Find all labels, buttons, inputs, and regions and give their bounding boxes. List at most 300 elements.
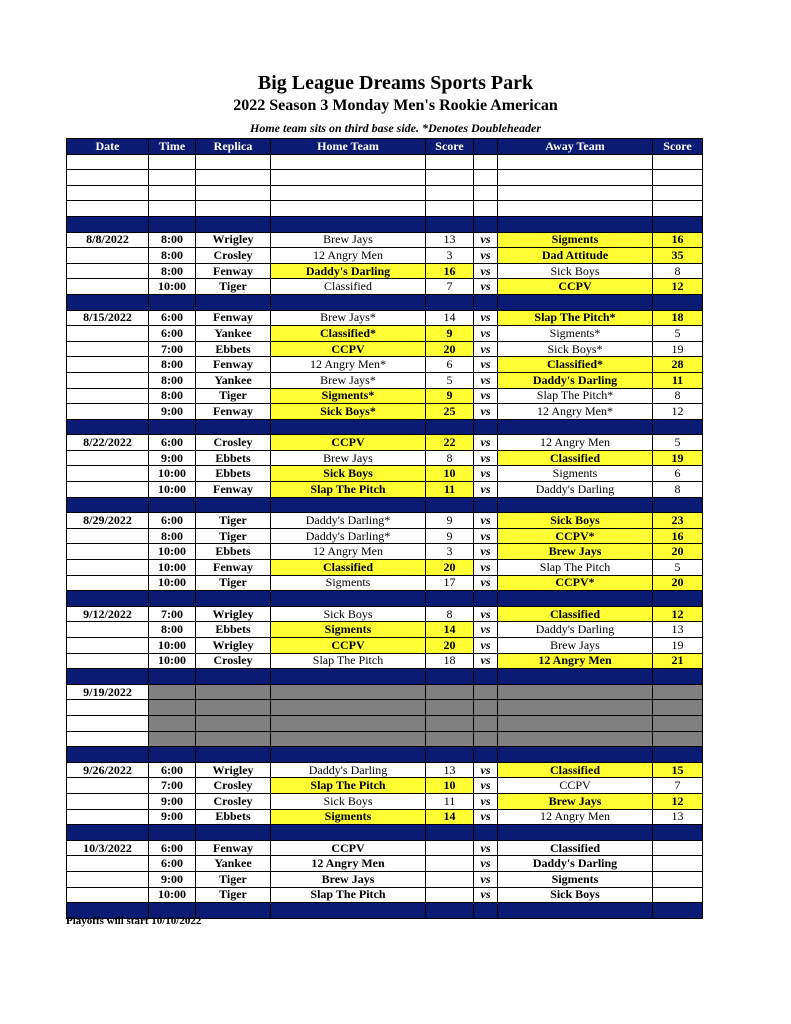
- empty-cell: [67, 294, 149, 310]
- closed-cell: [426, 700, 474, 716]
- closed-cell: [498, 684, 653, 700]
- game-time: 9:00: [149, 871, 196, 887]
- away-team: Sigments: [498, 466, 653, 482]
- away-score: 12: [653, 404, 703, 420]
- game-replica: Tiger: [196, 528, 271, 544]
- game-replica: Fenway: [196, 310, 271, 326]
- empty-cell: [498, 669, 653, 685]
- closed-cell: [474, 731, 498, 747]
- game-time: 10:00: [149, 560, 196, 576]
- away-score: 12: [653, 279, 703, 295]
- vs-label: vs: [474, 778, 498, 794]
- home-team: Sigments: [271, 622, 426, 638]
- empty-cell: [271, 201, 426, 217]
- empty-cell: [67, 341, 149, 357]
- home-team: Sigments: [271, 575, 426, 591]
- home-score: 9: [426, 388, 474, 404]
- game-row: [67, 482, 703, 498]
- game-replica: Tiger: [196, 279, 271, 295]
- home-score: 18: [426, 653, 474, 669]
- empty-cell: [474, 747, 498, 763]
- empty-cell: [426, 669, 474, 685]
- away-score: 20: [653, 544, 703, 560]
- home-team: Sick Boys: [271, 793, 426, 809]
- empty-cell: [67, 279, 149, 295]
- game-row: [67, 778, 703, 794]
- home-score: 9: [426, 528, 474, 544]
- home-score: 20: [426, 560, 474, 576]
- empty-cell: [67, 357, 149, 373]
- col-home-team: Home Team: [271, 139, 426, 155]
- empty-cell: [196, 903, 271, 919]
- home-team: Brew Jays*: [271, 310, 426, 326]
- empty-cell: [196, 185, 271, 201]
- blank-row: [67, 185, 703, 201]
- game-replica: Yankee: [196, 372, 271, 388]
- empty-cell: [653, 497, 703, 513]
- header-row: [67, 139, 703, 155]
- away-score: 19: [653, 638, 703, 654]
- empty-cell: [67, 575, 149, 591]
- vs-label: vs: [474, 622, 498, 638]
- blank-row: [67, 201, 703, 217]
- empty-cell: [653, 185, 703, 201]
- vs-label: vs: [474, 638, 498, 654]
- vs-label: vs: [474, 887, 498, 903]
- away-team: Brew Jays: [498, 544, 653, 560]
- empty-cell: [67, 216, 149, 232]
- empty-cell: [196, 170, 271, 186]
- empty-cell: [498, 903, 653, 919]
- away-score: [653, 871, 703, 887]
- home-score: 22: [426, 435, 474, 451]
- schedule-body: [67, 154, 703, 918]
- game-row: [67, 793, 703, 809]
- empty-cell: [67, 747, 149, 763]
- home-score: 8: [426, 606, 474, 622]
- home-team: 12 Angry Men: [271, 856, 426, 872]
- vs-label: vs: [474, 575, 498, 591]
- empty-cell: [426, 216, 474, 232]
- game-replica: Ebbets: [196, 341, 271, 357]
- empty-cell: [474, 497, 498, 513]
- game-row: [67, 544, 703, 560]
- home-score: 14: [426, 622, 474, 638]
- game-time: 9:00: [149, 450, 196, 466]
- empty-cell: [653, 591, 703, 607]
- away-team: 12 Angry Men: [498, 435, 653, 451]
- home-score: 9: [426, 513, 474, 529]
- empty-cell: [426, 591, 474, 607]
- empty-cell: [474, 201, 498, 217]
- closed-cell: [149, 684, 196, 700]
- closed-cell: [474, 684, 498, 700]
- game-row: [67, 466, 703, 482]
- game-replica: Fenway: [196, 482, 271, 498]
- vs-label: vs: [474, 653, 498, 669]
- game-time: 10:00: [149, 279, 196, 295]
- empty-cell: [271, 747, 426, 763]
- week-date: 8/8/2022: [67, 232, 149, 248]
- empty-cell: [474, 154, 498, 170]
- away-score: 5: [653, 435, 703, 451]
- home-team: Slap The Pitch: [271, 482, 426, 498]
- home-team: Classified*: [271, 326, 426, 342]
- week-separator: [67, 669, 703, 685]
- away-score: 21: [653, 653, 703, 669]
- empty-cell: [67, 544, 149, 560]
- empty-cell: [67, 404, 149, 420]
- empty-cell: [196, 825, 271, 841]
- empty-cell: [67, 715, 149, 731]
- closed-cell: [196, 715, 271, 731]
- empty-cell: [653, 903, 703, 919]
- game-replica: Wrigley: [196, 232, 271, 248]
- empty-cell: [474, 669, 498, 685]
- home-team: CCPV: [271, 638, 426, 654]
- game-replica: Fenway: [196, 840, 271, 856]
- game-row: [67, 435, 703, 451]
- game-replica: Ebbets: [196, 809, 271, 825]
- empty-cell: [67, 731, 149, 747]
- home-team: Brew Jays: [271, 871, 426, 887]
- empty-cell: [67, 419, 149, 435]
- empty-cell: [474, 170, 498, 186]
- away-score: 12: [653, 793, 703, 809]
- home-team: 12 Angry Men: [271, 248, 426, 264]
- away-score: 13: [653, 622, 703, 638]
- game-row: [67, 528, 703, 544]
- game-time: 10:00: [149, 887, 196, 903]
- game-row: [67, 575, 703, 591]
- closed-cell: [271, 715, 426, 731]
- game-replica: Yankee: [196, 326, 271, 342]
- empty-cell: [149, 747, 196, 763]
- vs-label: vs: [474, 528, 498, 544]
- game-replica: Fenway: [196, 263, 271, 279]
- col-away-score: Score: [653, 139, 703, 155]
- away-team: Dad Attitude: [498, 248, 653, 264]
- game-replica: Tiger: [196, 871, 271, 887]
- away-score: [653, 840, 703, 856]
- game-time: 8:00: [149, 248, 196, 264]
- game-time: 6:00: [149, 840, 196, 856]
- empty-cell: [67, 263, 149, 279]
- away-score: 5: [653, 326, 703, 342]
- week-separator: [67, 216, 703, 232]
- col-replica: Replica: [196, 139, 271, 155]
- game-row: [67, 622, 703, 638]
- empty-cell: [67, 170, 149, 186]
- home-score: 14: [426, 310, 474, 326]
- empty-cell: [149, 216, 196, 232]
- empty-cell: [653, 216, 703, 232]
- empty-cell: [149, 669, 196, 685]
- vs-label: vs: [474, 513, 498, 529]
- home-score: 3: [426, 544, 474, 560]
- home-team: Brew Jays*: [271, 372, 426, 388]
- game-row: [67, 513, 703, 529]
- game-time: 8:00: [149, 232, 196, 248]
- col-vs: [474, 139, 498, 155]
- home-score: [426, 871, 474, 887]
- empty-cell: [653, 669, 703, 685]
- closed-cell: [426, 731, 474, 747]
- home-team: 12 Angry Men: [271, 544, 426, 560]
- empty-cell: [149, 825, 196, 841]
- empty-cell: [149, 170, 196, 186]
- game-time: 7:00: [149, 778, 196, 794]
- closed-row: [67, 731, 703, 747]
- empty-cell: [196, 154, 271, 170]
- closed-cell: [498, 700, 653, 716]
- vs-label: vs: [474, 450, 498, 466]
- empty-cell: [67, 528, 149, 544]
- week-date: 9/12/2022: [67, 606, 149, 622]
- game-time: 7:00: [149, 606, 196, 622]
- playoffs-note: Playoffs will start 10/10/2022: [66, 915, 202, 927]
- away-team: 12 Angry Men: [498, 653, 653, 669]
- game-replica: Crosley: [196, 435, 271, 451]
- game-replica: Fenway: [196, 357, 271, 373]
- empty-cell: [474, 419, 498, 435]
- game-time: 8:00: [149, 372, 196, 388]
- game-time: 8:00: [149, 388, 196, 404]
- game-row: [67, 653, 703, 669]
- game-row: [67, 372, 703, 388]
- away-team: CCPV*: [498, 528, 653, 544]
- away-team: Brew Jays: [498, 638, 653, 654]
- empty-cell: [149, 154, 196, 170]
- schedule-table: [66, 138, 703, 919]
- home-score: 20: [426, 341, 474, 357]
- empty-cell: [426, 419, 474, 435]
- vs-label: vs: [474, 310, 498, 326]
- empty-cell: [498, 294, 653, 310]
- away-score: 8: [653, 388, 703, 404]
- closed-cell: [149, 731, 196, 747]
- empty-cell: [271, 669, 426, 685]
- week-separator: [67, 591, 703, 607]
- home-team: Slap The Pitch: [271, 778, 426, 794]
- home-score: 25: [426, 404, 474, 420]
- away-score: 8: [653, 263, 703, 279]
- closed-cell: [271, 684, 426, 700]
- away-score: 15: [653, 762, 703, 778]
- schedule-note: Home team sits on third base side. *Denotes Doubleheader: [250, 121, 541, 135]
- game-time: 6:00: [149, 762, 196, 778]
- game-time: 8:00: [149, 622, 196, 638]
- empty-cell: [196, 419, 271, 435]
- vs-label: vs: [474, 793, 498, 809]
- vs-label: vs: [474, 809, 498, 825]
- closed-cell: [498, 731, 653, 747]
- vs-label: vs: [474, 341, 498, 357]
- empty-cell: [498, 185, 653, 201]
- closed-cell: [426, 684, 474, 700]
- away-score: 7: [653, 778, 703, 794]
- game-time: 6:00: [149, 513, 196, 529]
- empty-cell: [474, 825, 498, 841]
- empty-cell: [67, 793, 149, 809]
- game-time: 7:00: [149, 341, 196, 357]
- vs-label: vs: [474, 544, 498, 560]
- page-subtitle: 2022 Season 3 Monday Men's Rookie American: [233, 97, 558, 114]
- empty-cell: [196, 201, 271, 217]
- game-time: 10:00: [149, 466, 196, 482]
- vs-label: vs: [474, 279, 498, 295]
- away-score: 5: [653, 560, 703, 576]
- vs-label: vs: [474, 482, 498, 498]
- away-score: [653, 856, 703, 872]
- away-score: 13: [653, 809, 703, 825]
- empty-cell: [653, 825, 703, 841]
- game-replica: Tiger: [196, 388, 271, 404]
- empty-cell: [498, 591, 653, 607]
- empty-cell: [196, 591, 271, 607]
- empty-cell: [426, 201, 474, 217]
- home-score: 5: [426, 372, 474, 388]
- game-time: 10:00: [149, 544, 196, 560]
- game-time: 6:00: [149, 326, 196, 342]
- closed-cell: [149, 700, 196, 716]
- game-replica: Wrigley: [196, 606, 271, 622]
- week-separator: [67, 497, 703, 513]
- empty-cell: [67, 778, 149, 794]
- away-score: 12: [653, 606, 703, 622]
- empty-cell: [67, 622, 149, 638]
- home-score: 7: [426, 279, 474, 295]
- empty-cell: [67, 856, 149, 872]
- vs-label: vs: [474, 248, 498, 264]
- week-date: 9/19/2022: [67, 684, 149, 700]
- week-date: 9/26/2022: [67, 762, 149, 778]
- empty-cell: [498, 201, 653, 217]
- empty-cell: [67, 871, 149, 887]
- game-replica: Wrigley: [196, 762, 271, 778]
- empty-cell: [67, 809, 149, 825]
- game-row: [67, 887, 703, 903]
- empty-cell: [474, 185, 498, 201]
- empty-cell: [271, 294, 426, 310]
- closed-row: [67, 684, 703, 700]
- vs-label: vs: [474, 404, 498, 420]
- home-team: Slap The Pitch: [271, 887, 426, 903]
- home-team: Classified: [271, 560, 426, 576]
- empty-cell: [67, 201, 149, 217]
- empty-cell: [149, 294, 196, 310]
- closed-cell: [653, 700, 703, 716]
- away-team: Brew Jays: [498, 793, 653, 809]
- away-team: Classified: [498, 606, 653, 622]
- week-separator: [67, 747, 703, 763]
- away-team: Sick Boys: [498, 263, 653, 279]
- empty-cell: [498, 419, 653, 435]
- away-team: Sigments: [498, 871, 653, 887]
- home-team: Brew Jays: [271, 232, 426, 248]
- home-team: Daddy's Darling: [271, 263, 426, 279]
- empty-cell: [271, 903, 426, 919]
- empty-cell: [67, 560, 149, 576]
- home-score: 13: [426, 762, 474, 778]
- empty-cell: [474, 294, 498, 310]
- vs-label: vs: [474, 263, 498, 279]
- home-team: Sick Boys*: [271, 404, 426, 420]
- game-row: [67, 388, 703, 404]
- away-team: Daddy's Darling: [498, 482, 653, 498]
- home-score: [426, 887, 474, 903]
- vs-label: vs: [474, 357, 498, 373]
- game-time: 9:00: [149, 809, 196, 825]
- empty-cell: [149, 419, 196, 435]
- away-team: Sick Boys: [498, 513, 653, 529]
- game-row: [67, 232, 703, 248]
- empty-cell: [67, 326, 149, 342]
- closed-cell: [196, 684, 271, 700]
- empty-cell: [67, 887, 149, 903]
- game-row: [67, 279, 703, 295]
- empty-cell: [67, 497, 149, 513]
- empty-cell: [67, 154, 149, 170]
- closed-cell: [474, 715, 498, 731]
- home-score: 10: [426, 466, 474, 482]
- empty-cell: [149, 201, 196, 217]
- vs-label: vs: [474, 388, 498, 404]
- game-time: 6:00: [149, 856, 196, 872]
- empty-cell: [67, 388, 149, 404]
- away-score: 16: [653, 528, 703, 544]
- empty-cell: [67, 248, 149, 264]
- game-row: [67, 871, 703, 887]
- home-score: 6: [426, 357, 474, 373]
- empty-cell: [196, 669, 271, 685]
- empty-cell: [474, 216, 498, 232]
- week-date: 10/3/2022: [67, 840, 149, 856]
- empty-cell: [474, 903, 498, 919]
- game-replica: Wrigley: [196, 638, 271, 654]
- empty-cell: [653, 201, 703, 217]
- home-team: CCPV: [271, 435, 426, 451]
- home-team: Sigments*: [271, 388, 426, 404]
- empty-cell: [196, 747, 271, 763]
- empty-cell: [498, 825, 653, 841]
- game-time: 10:00: [149, 575, 196, 591]
- empty-cell: [498, 170, 653, 186]
- game-time: 8:00: [149, 263, 196, 279]
- empty-cell: [271, 154, 426, 170]
- away-team: Daddy's Darling: [498, 372, 653, 388]
- empty-cell: [67, 700, 149, 716]
- vs-label: vs: [474, 856, 498, 872]
- away-team: Slap The Pitch: [498, 560, 653, 576]
- game-row: [67, 856, 703, 872]
- closed-cell: [271, 700, 426, 716]
- away-team: Classified: [498, 840, 653, 856]
- away-score: 19: [653, 450, 703, 466]
- empty-cell: [653, 170, 703, 186]
- home-score: 20: [426, 638, 474, 654]
- away-score: 18: [653, 310, 703, 326]
- away-team: CCPV: [498, 778, 653, 794]
- vs-label: vs: [474, 435, 498, 451]
- game-replica: Fenway: [196, 560, 271, 576]
- game-replica: Crosley: [196, 248, 271, 264]
- closed-cell: [196, 700, 271, 716]
- game-time: 9:00: [149, 793, 196, 809]
- col-date: Date: [67, 139, 149, 155]
- game-time: 6:00: [149, 310, 196, 326]
- home-score: 8: [426, 450, 474, 466]
